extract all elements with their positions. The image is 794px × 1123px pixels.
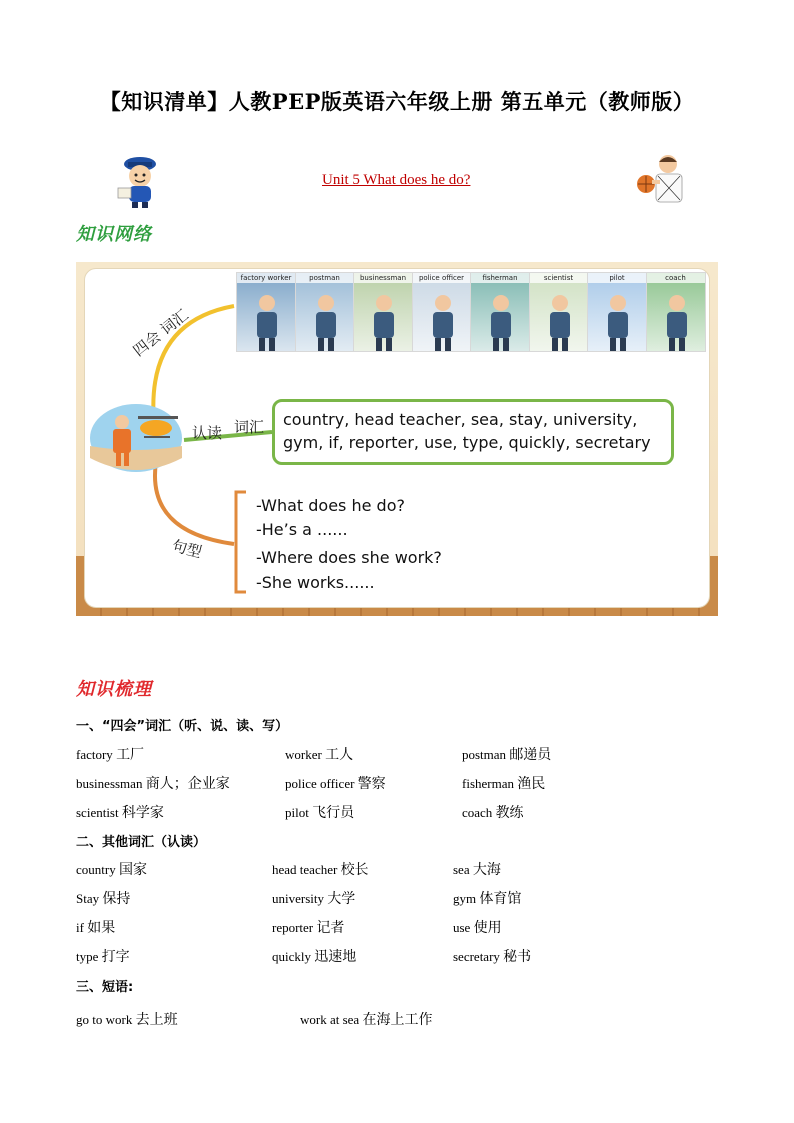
word-english: work at sea <box>300 1012 360 1027</box>
worker-figure-icon <box>296 283 355 352</box>
word-entry <box>76 859 147 879</box>
job-label: coach <box>647 273 705 283</box>
job-card <box>470 272 530 352</box>
word-chinese: 飞行员 <box>312 805 355 821</box>
word-chinese: 体育馆 <box>479 891 522 907</box>
word-english: quickly <box>272 949 311 964</box>
word-english: Stay <box>76 891 100 906</box>
sentence-2: -He’s a ...... <box>256 520 348 539</box>
worker-figure-icon <box>530 283 589 352</box>
word-english: businessman <box>76 776 143 791</box>
word-entry <box>272 859 369 879</box>
word-entry <box>272 917 344 937</box>
word-entry <box>76 1009 178 1029</box>
word-english: use <box>453 920 471 935</box>
word-english: type <box>76 949 99 964</box>
four-skills-label: 四会 词汇 <box>129 305 192 360</box>
sentences-label: 句型 <box>170 536 204 562</box>
word-english: secretary <box>453 949 500 964</box>
word-english: scientist <box>76 805 119 820</box>
word-chinese: 秘书 <box>503 949 532 965</box>
word-entry <box>462 802 524 822</box>
job-label: police officer <box>413 273 471 283</box>
job-label: factory worker <box>237 273 295 283</box>
job-label: fisherman <box>471 273 529 283</box>
word-english: worker <box>285 747 322 762</box>
word-chinese: 工人 <box>325 747 354 763</box>
word-english: police officer <box>285 776 355 791</box>
worker-figure-icon <box>354 283 413 352</box>
word-entry <box>272 888 355 908</box>
word-english: postman <box>462 747 507 762</box>
word-entry <box>76 773 230 793</box>
word-english: gym <box>453 891 477 906</box>
word-entry <box>285 802 354 822</box>
review-heading: 知识梳理 <box>76 679 152 700</box>
job-label: pilot <box>588 273 646 283</box>
word-english: reporter <box>272 920 314 935</box>
word-english: go to work <box>76 1012 133 1027</box>
word-chinese: 大海 <box>472 862 501 878</box>
word-entry <box>453 888 521 908</box>
document-title: 【知识清单】人教PEP版英语六年级上册 第五单元（教师版） <box>99 89 695 114</box>
word-chinese: 大学 <box>327 891 356 907</box>
word-entry <box>453 917 502 937</box>
worker-figure-icon <box>647 283 706 352</box>
word-chinese: 商人；企业家 <box>145 776 230 792</box>
mind-map <box>76 262 718 616</box>
sentence-3: -Where does she work? <box>256 548 442 567</box>
sentence-1: -What does he do? <box>256 496 405 515</box>
unit-title: Unit 5 What does he do? <box>322 172 471 188</box>
word-entry <box>76 917 115 937</box>
word-english: pilot <box>285 805 309 820</box>
word-english: fisherman <box>462 776 514 791</box>
word-chinese: 打字 <box>101 949 130 965</box>
word-chinese: 警察 <box>357 776 386 792</box>
orange-branch <box>155 462 234 544</box>
postman-mascot-icon <box>112 150 168 210</box>
recognize-vocab-box <box>272 399 674 465</box>
word-entry <box>453 859 501 879</box>
word-english: factory <box>76 747 113 762</box>
network-heading: 知识网络 <box>76 224 152 245</box>
word-entry <box>76 946 130 966</box>
sentence-4: -She works...... <box>256 573 375 592</box>
word-entry <box>76 802 164 822</box>
word-entry <box>462 773 545 793</box>
word-entry <box>272 946 356 966</box>
vocab-line-1: country, head teacher, sea, stay, university, <box>283 410 638 429</box>
job-card <box>295 272 355 352</box>
word-chinese: 邮递员 <box>509 747 552 763</box>
job-label: scientist <box>530 273 588 283</box>
four-skills-heading: 一、“四会”词汇（听、说、读、写） <box>76 719 289 734</box>
job-card <box>587 272 647 352</box>
word-entry <box>300 1009 432 1029</box>
word-chinese: 科学家 <box>121 805 164 821</box>
word-chinese: 记者 <box>316 920 345 936</box>
word-entry <box>285 744 353 764</box>
phrases-heading: 三、短语: <box>76 980 134 995</box>
word-chinese: 校长 <box>340 862 369 878</box>
word-entry <box>285 773 386 793</box>
word-chinese: 迅速地 <box>314 949 357 965</box>
job-label: postman <box>296 273 354 283</box>
vocab-line-2: gym, if, reporter, use, type, quickly, secretary <box>283 433 651 452</box>
word-chinese: 渔民 <box>517 776 546 792</box>
word-english: if <box>76 920 84 935</box>
word-english: university <box>272 891 324 906</box>
word-entry <box>76 744 144 764</box>
worker-figure-icon <box>413 283 472 352</box>
word-chinese: 在海上工作 <box>362 1012 433 1028</box>
word-english: head teacher <box>272 862 338 877</box>
job-label: businessman <box>354 273 412 283</box>
coach-figure-icon <box>634 152 696 210</box>
job-card <box>236 272 296 352</box>
job-card <box>529 272 589 352</box>
word-chinese: 工厂 <box>116 747 145 763</box>
other-vocab-heading: 二、其他词汇（认读） <box>76 835 207 850</box>
recognize-label-b: 词汇 <box>234 418 265 436</box>
worker-figure-icon <box>471 283 530 352</box>
word-english: country <box>76 862 116 877</box>
word-chinese: 如果 <box>87 920 116 936</box>
word-chinese: 保持 <box>102 891 131 907</box>
sentence-bracket <box>236 492 246 592</box>
word-chinese: 去上班 <box>135 1012 178 1028</box>
word-chinese: 教练 <box>495 805 524 821</box>
word-chinese: 国家 <box>118 862 147 878</box>
word-entry <box>76 888 130 908</box>
word-chinese: 使用 <box>473 920 502 936</box>
worker-figure-icon <box>237 283 296 352</box>
word-entry <box>462 744 551 764</box>
job-card <box>646 272 706 352</box>
word-entry <box>453 946 531 966</box>
pilot-helicopter-icon <box>88 402 184 474</box>
recognize-label-a: 认读 <box>192 424 223 442</box>
word-english: sea <box>453 862 470 877</box>
job-card <box>353 272 413 352</box>
worker-figure-icon <box>588 283 647 352</box>
word-english: coach <box>462 805 493 820</box>
job-card <box>412 272 472 352</box>
